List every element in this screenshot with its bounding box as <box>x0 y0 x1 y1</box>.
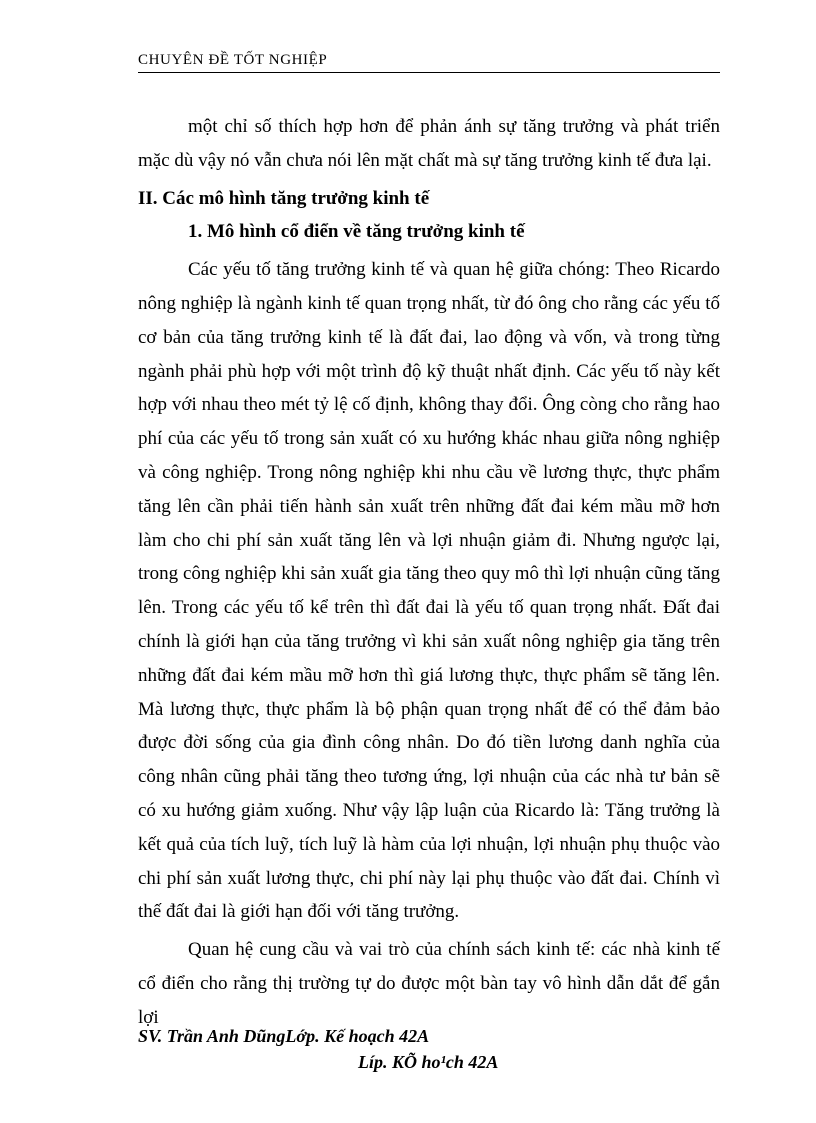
continued-paragraph: một chỉ số thích hợp hơn để phản ánh sự tăng trưởng và phát triển mặc dù vậy nó vẫn chưa nói lên mặt chất mà sự tăng trưởng kinh tế đưa lại. <box>138 116 720 171</box>
section-heading: II. Các mô hình tăng trưởng kinh tế <box>138 187 430 209</box>
page-header: CHUYÊN ĐỀ TỐT NGHIỆP <box>138 52 720 73</box>
paragraph-ricardo: Các yếu tố tăng trưởng kinh tế và quan hệ giữa chóng: Theo Ricardo nông nghiệp là ngành kinh tế quan trọng nhất, từ đó ông cho rằng các yếu tố cơ bản của tăng trưởng kinh tế là đất đai, lao động và vốn, và trong từng ngành phải phù hợp với một trình độ kỹ thuật nhất định. Các yếu tố này kết hợp với nhau theo mét tỷ lệ cố định, không thay đổi. Ông còng cho rằng hao phí của các yếu tố trong sản xuất có xu hướng khác nhau giữa nông nghiệp và công nghiệp. Trong nông nghiệp khi nhu cầu về lương thực, thực phẩm tăng lên cần phải tiến hành sản xuất trên những đất đai kém mầu mỡ hơn làm cho chi phí sản xuất tăng lên và lợi nhuận giảm đi. Nhưng ngược lại, trong công nghiệp khi sản xuất gia tăng theo quy mô thì lợi nhuận cũng tăng lên. Trong các yếu tố kể trên thì đất đai là yếu tố quan trọng nhất. Đất đai chính là giới hạn của tăng trưởng vì khi sản xuất nông nghiệp gia tăng trên những đất đai kém mầu mỡ hơn thì giá lương thực, thực phẩm sẽ tăng lên. Mà lương thực, thực phẩm là bộ phận quan trọng nhất để có thể đảm bảo được đời sống của gia đình công nhân. Do đó tiền lương danh nghĩa của công nhân cũng phải tăng theo tương ứng, lợi nhuận của các nhà tư bản sẽ có xu hướng giảm xuống. Như vậy lập luận của Ricardo là: Tăng trưởng là kết quả của tích luỹ, tích luỹ là hàm của lợi nhuận, lợi nhuận phụ thuộc vào chi phí sản xuất lương thực, chi phí này lại phụ thuộc vào đất đai. Chính vì thế đất đai là giới hạn đối với tăng trưởng. <box>138 259 720 923</box>
paragraph-supply-demand: Quan hệ cung cầu và vai trò của chính sách kinh tế: các nhà kinh tế cổ điển cho rằng thị trường tự do được một bàn tay vô hình dẫn dắt để gắn lợi <box>138 939 720 1028</box>
subsection-heading: 1. Mô hình cổ điển về tăng trưởng kinh tế <box>188 221 525 243</box>
footer-author: SV. Trần Anh DũngLớp. Kế hoạch 42A <box>138 1026 430 1046</box>
document-body <box>138 110 720 1035</box>
footer-class: Líp. KÕ ho¹ch 42A <box>358 1052 499 1072</box>
